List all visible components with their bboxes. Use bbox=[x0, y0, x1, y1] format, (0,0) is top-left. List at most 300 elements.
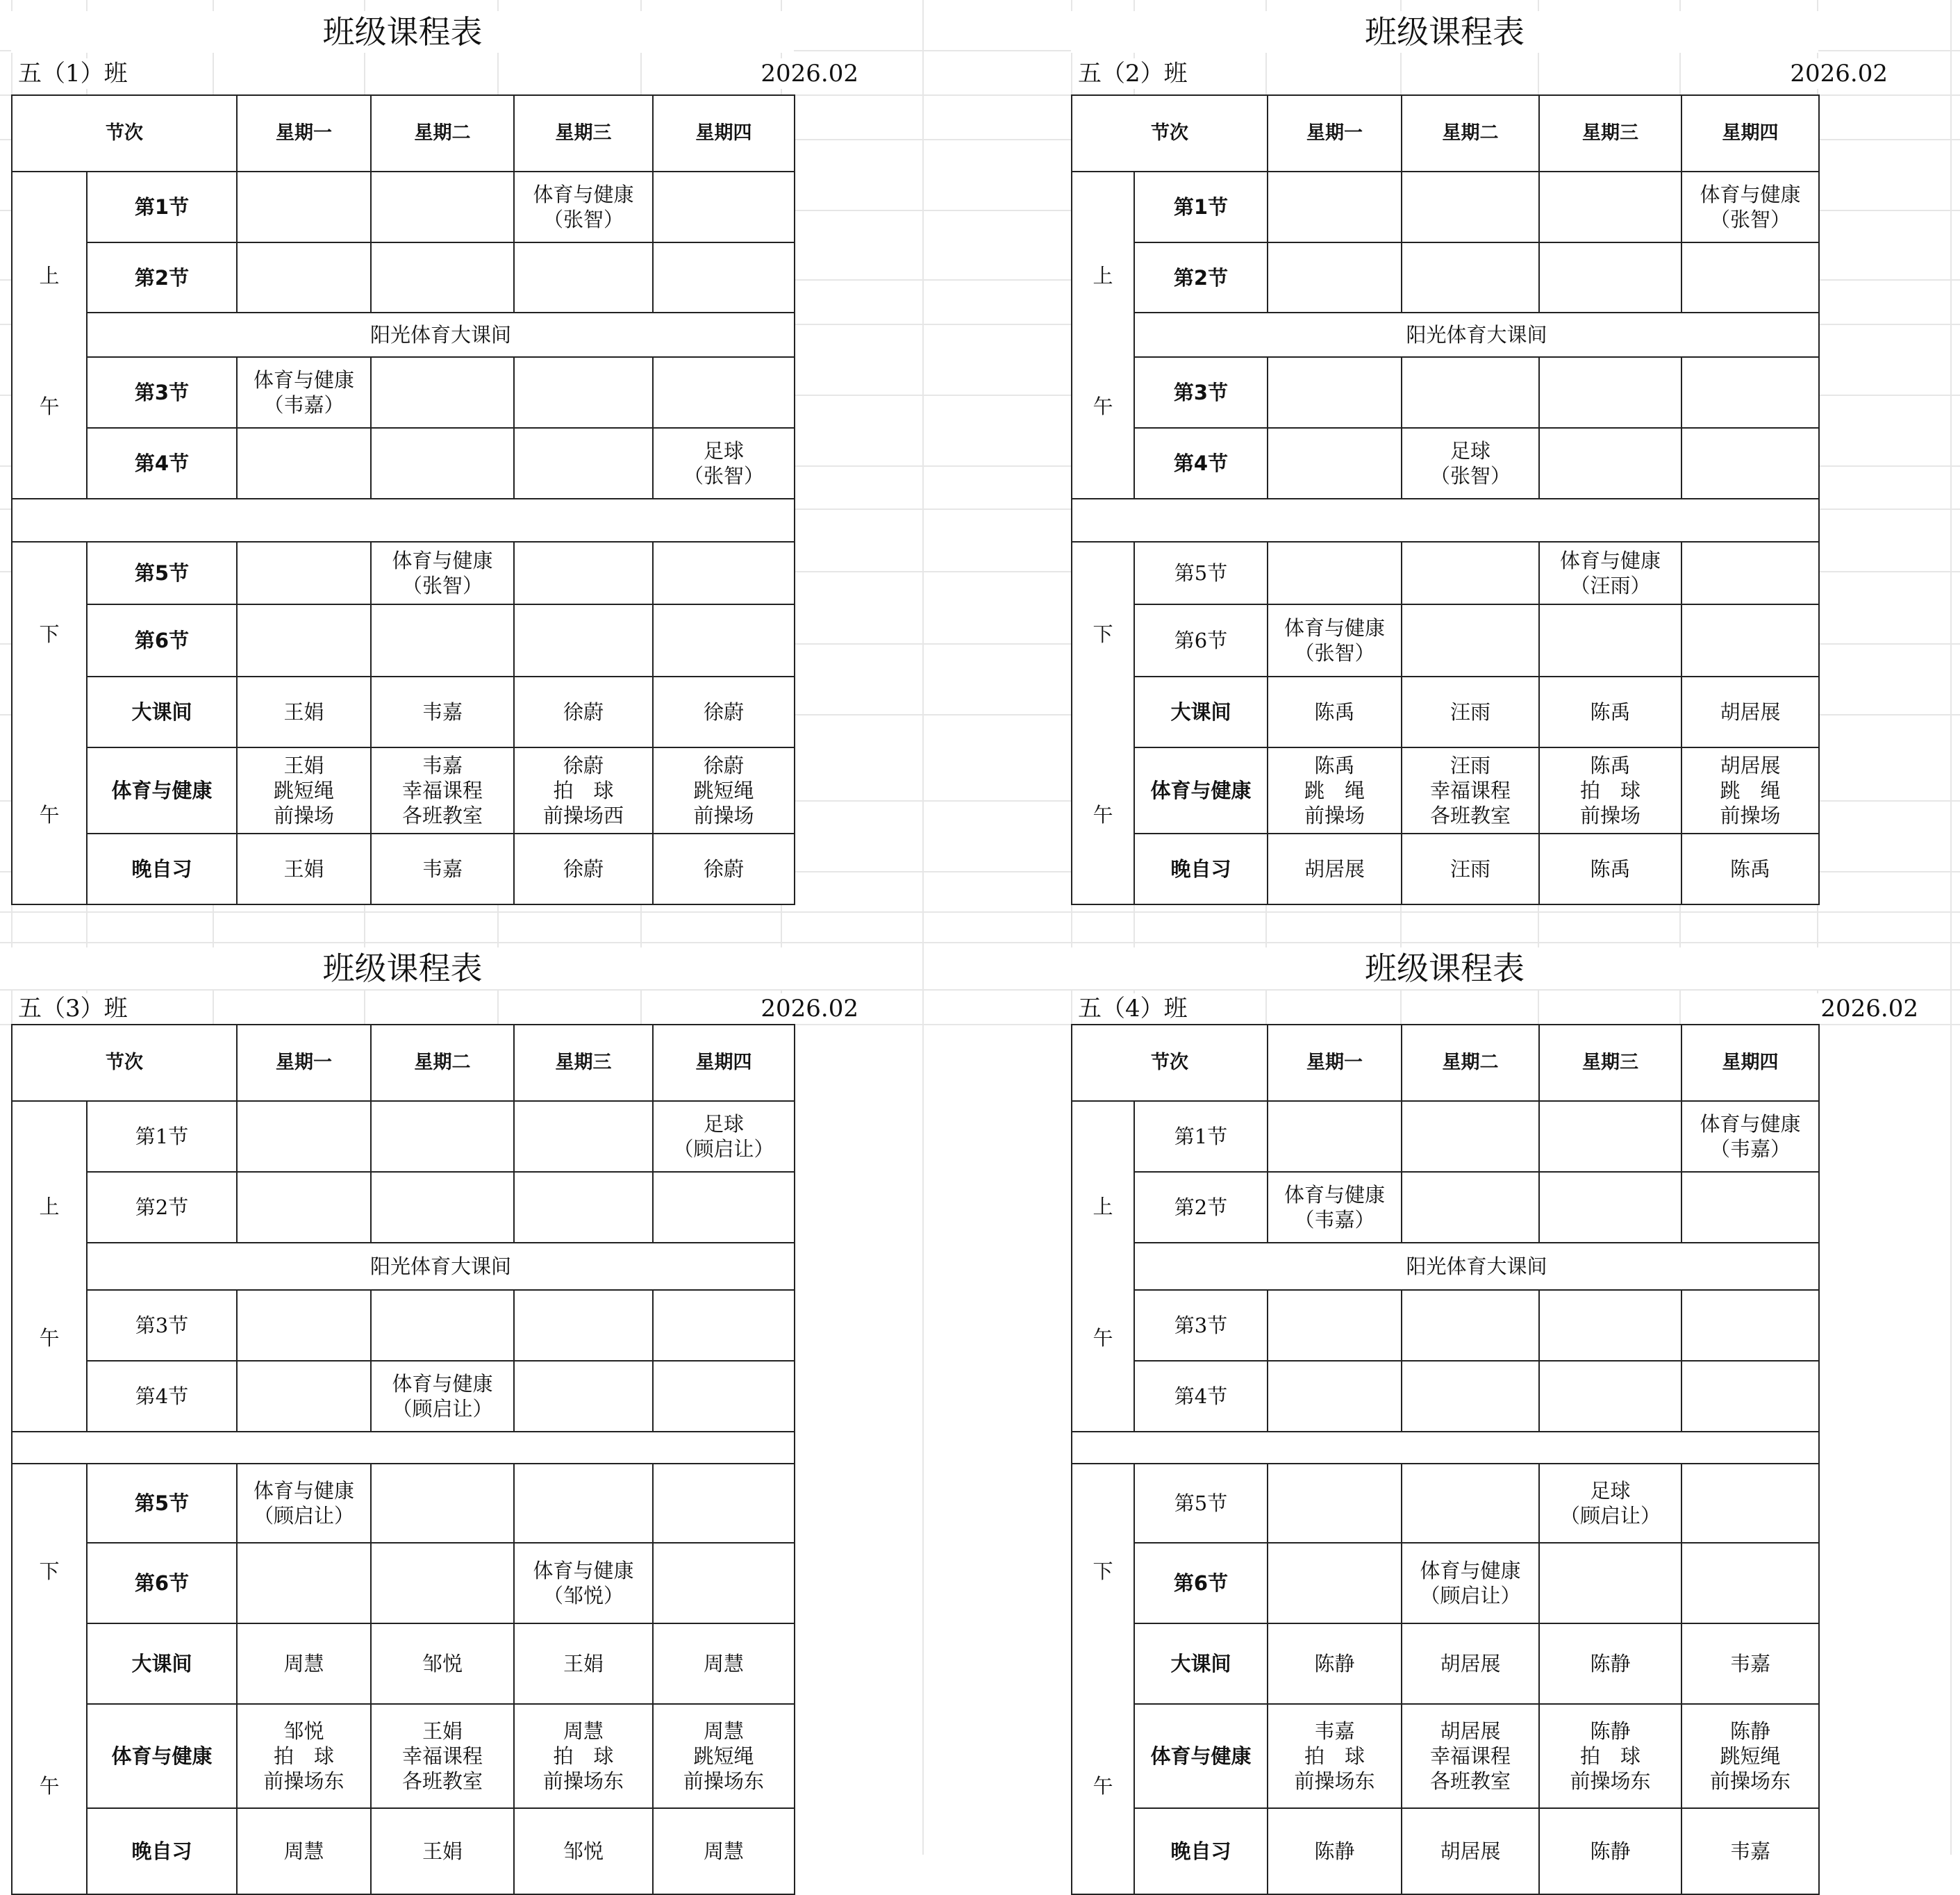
period-label: 第3节 bbox=[87, 357, 237, 428]
cell-line: 陈禹 bbox=[1314, 700, 1355, 724]
cell-line: 体育与健康 bbox=[1700, 1112, 1801, 1136]
schedule-cell[interactable] bbox=[1681, 1290, 1819, 1361]
lunch-gap bbox=[1072, 1432, 1819, 1464]
cell-line: 胡居展 bbox=[1304, 857, 1365, 881]
schedule-cell[interactable] bbox=[514, 1290, 653, 1361]
schedule-cell[interactable] bbox=[237, 1101, 371, 1172]
schedule-cell[interactable] bbox=[1539, 1464, 1681, 1543]
schedule-cell[interactable] bbox=[237, 1623, 371, 1704]
schedule-cell[interactable] bbox=[1402, 1290, 1539, 1361]
schedule-cell[interactable] bbox=[371, 1290, 514, 1361]
schedule-cell[interactable] bbox=[371, 1101, 514, 1172]
schedule-cell[interactable] bbox=[371, 604, 514, 677]
cell-line: 韦嘉 bbox=[1729, 1839, 1770, 1863]
period-label: 晚自习 bbox=[1134, 1808, 1268, 1894]
cell-line: 前操场东 bbox=[1709, 1769, 1791, 1793]
cell-line: 前操场东 bbox=[263, 1769, 344, 1793]
cell-line: （张智） bbox=[1709, 208, 1791, 231]
schedule-cell[interactable] bbox=[514, 1464, 653, 1543]
cell-line: 前操场东 bbox=[1570, 1769, 1651, 1793]
schedule-cell[interactable] bbox=[237, 1464, 371, 1543]
schedule-cell[interactable] bbox=[1539, 1172, 1681, 1243]
cell-line: 各班教室 bbox=[1429, 1769, 1511, 1793]
cell-line: 体育与健康 bbox=[253, 1479, 354, 1503]
schedule-cell[interactable] bbox=[653, 1464, 795, 1543]
schedule-cell[interactable] bbox=[514, 428, 653, 499]
schedule-cell[interactable] bbox=[1539, 1361, 1681, 1432]
schedule-cell[interactable] bbox=[1402, 542, 1539, 604]
cell-line: 周慧 bbox=[703, 1652, 744, 1675]
cell-line: 幸福课程 bbox=[401, 779, 483, 802]
cell-line: 体育与健康 bbox=[1700, 183, 1801, 206]
cell-line: 徐蔚 bbox=[563, 754, 604, 777]
schedule-cell[interactable] bbox=[371, 428, 514, 499]
schedule-cell[interactable] bbox=[1402, 1361, 1539, 1432]
schedule-cell[interactable] bbox=[1268, 1101, 1402, 1172]
schedule-cell[interactable] bbox=[1681, 1543, 1819, 1623]
cell-line: 跳短绳 bbox=[1720, 1744, 1781, 1768]
schedule-cell[interactable] bbox=[237, 1704, 371, 1808]
cell-line: 汪雨 bbox=[1450, 857, 1490, 881]
schedule-cell[interactable] bbox=[1539, 1704, 1681, 1808]
cell-line: （韦嘉） bbox=[1294, 1208, 1375, 1232]
schedule-cell[interactable] bbox=[514, 1543, 653, 1623]
cell-line: 拍 球 bbox=[1579, 779, 1641, 802]
schedule-cell[interactable] bbox=[371, 747, 514, 834]
schedule-cell[interactable] bbox=[1268, 428, 1402, 499]
cell-line: 周慧 bbox=[563, 1719, 604, 1743]
period-label: 第5节 bbox=[1134, 542, 1268, 604]
period-row bbox=[1072, 1101, 1819, 1172]
cell-line: 王娟 bbox=[283, 700, 324, 724]
cell-line: （顾启让） bbox=[392, 1397, 493, 1421]
period-row bbox=[1072, 747, 1819, 834]
header-row bbox=[1072, 1025, 1819, 1101]
schedule-cell[interactable] bbox=[237, 677, 371, 747]
schedule-cell[interactable] bbox=[514, 1172, 653, 1243]
period-row bbox=[12, 1808, 795, 1894]
schedule-cell[interactable] bbox=[1539, 1290, 1681, 1361]
period-row bbox=[12, 1704, 795, 1808]
half-top: 上 bbox=[39, 264, 60, 288]
cell-line: 胡居展 bbox=[1440, 1719, 1501, 1743]
period-label: 第6节 bbox=[1134, 1543, 1268, 1623]
schedule-cell[interactable] bbox=[1268, 1172, 1402, 1243]
schedule-cell[interactable] bbox=[514, 1808, 653, 1894]
schedule-date: 2026.02 bbox=[1752, 993, 1918, 1024]
header-weekday: 星期一 bbox=[237, 95, 371, 172]
schedule-cell[interactable] bbox=[653, 1808, 795, 1894]
schedule-cell[interactable] bbox=[1539, 542, 1681, 604]
banner-row bbox=[1072, 1243, 1819, 1290]
schedule-cell[interactable] bbox=[371, 677, 514, 747]
lunch-gap-row bbox=[12, 1432, 795, 1464]
schedule-cell[interactable] bbox=[1539, 1101, 1681, 1172]
header-row bbox=[12, 1025, 795, 1101]
schedule-cell[interactable] bbox=[1539, 172, 1681, 242]
schedule-cell[interactable] bbox=[1402, 1808, 1539, 1894]
schedule-cell[interactable] bbox=[514, 1623, 653, 1704]
schedule-cell[interactable] bbox=[237, 1543, 371, 1623]
cell-line: 拍 球 bbox=[1579, 1744, 1641, 1768]
schedule-cell[interactable] bbox=[371, 242, 514, 313]
half-bottom: 午 bbox=[39, 394, 60, 418]
cell-line: 前操场东 bbox=[542, 1769, 624, 1793]
cell-line: 王娟 bbox=[563, 1652, 604, 1675]
schedule-cell[interactable] bbox=[1539, 357, 1681, 428]
period-row bbox=[12, 1464, 795, 1543]
schedule-cell[interactable] bbox=[1681, 428, 1819, 499]
cell-line: 韦嘉 bbox=[1314, 1719, 1355, 1743]
schedule-cell[interactable] bbox=[653, 542, 795, 604]
cell-line: 拍 球 bbox=[553, 1744, 614, 1768]
schedule-cell[interactable] bbox=[1681, 1704, 1819, 1808]
sunshine-break-banner: 阳光体育大课间 bbox=[1134, 1243, 1819, 1290]
schedule-cell[interactable] bbox=[1268, 1290, 1402, 1361]
schedule-cell[interactable] bbox=[653, 1543, 795, 1623]
period-label: 晚自习 bbox=[1134, 834, 1268, 904]
period-row bbox=[12, 542, 795, 604]
header-weekday: 星期三 bbox=[514, 1025, 653, 1101]
schedule-cell[interactable] bbox=[653, 1623, 795, 1704]
schedule-cell[interactable] bbox=[371, 834, 514, 904]
panel-title: 班级课程表 bbox=[11, 948, 794, 989]
lunch-gap bbox=[1072, 499, 1819, 542]
schedule-cell[interactable] bbox=[653, 747, 795, 834]
period-label: 第2节 bbox=[87, 242, 237, 313]
cell-line: 王娟 bbox=[422, 1839, 463, 1863]
schedule-cell[interactable] bbox=[514, 677, 653, 747]
schedule-cell[interactable] bbox=[371, 1623, 514, 1704]
schedule-cell[interactable] bbox=[237, 357, 371, 428]
schedule-cell[interactable] bbox=[653, 677, 795, 747]
half-top: 下 bbox=[39, 1559, 60, 1583]
schedule-cell[interactable] bbox=[1539, 677, 1681, 747]
cell-line: 王娟 bbox=[422, 1719, 463, 1743]
cell-line: （韦嘉） bbox=[263, 393, 344, 417]
period-row bbox=[12, 428, 795, 499]
cell-line: 邹悦 bbox=[283, 1719, 324, 1743]
schedule-cell[interactable] bbox=[1681, 1808, 1819, 1894]
morning-label bbox=[1072, 172, 1134, 499]
schedule-date: 2026.02 bbox=[1721, 58, 1888, 89]
schedule-cell[interactable] bbox=[1268, 747, 1402, 834]
schedule-cell[interactable] bbox=[653, 1704, 795, 1808]
schedule-cell[interactable] bbox=[1268, 1704, 1402, 1808]
schedule-cell[interactable] bbox=[1539, 242, 1681, 313]
period-label: 体育与健康 bbox=[1134, 747, 1268, 834]
afternoon-label bbox=[12, 1464, 87, 1894]
schedule-cell[interactable] bbox=[653, 834, 795, 904]
period-label: 第4节 bbox=[87, 428, 237, 499]
schedule-cell[interactable] bbox=[1268, 172, 1402, 242]
schedule-cell[interactable] bbox=[1402, 1704, 1539, 1808]
schedule-cell[interactable] bbox=[371, 1464, 514, 1543]
schedule-cell[interactable] bbox=[1681, 1172, 1819, 1243]
cell-line: 王娟 bbox=[283, 754, 324, 777]
cell-line: 体育与健康 bbox=[1284, 1183, 1385, 1207]
period-label: 大课间 bbox=[87, 677, 237, 747]
schedule-cell[interactable] bbox=[237, 747, 371, 834]
schedule-cell[interactable] bbox=[653, 604, 795, 677]
cell-line: 各班教室 bbox=[401, 1769, 483, 1793]
cell-line: （顾启让） bbox=[253, 1504, 354, 1528]
schedule-cell[interactable] bbox=[1681, 172, 1819, 242]
schedule-cell[interactable] bbox=[514, 834, 653, 904]
schedule-cell[interactable] bbox=[653, 1361, 795, 1432]
cell-line: 陈禹 bbox=[1729, 857, 1770, 881]
cell-line: 跳短绳 bbox=[693, 779, 754, 802]
lunch-gap-row bbox=[1072, 1432, 1819, 1464]
schedule-cell[interactable] bbox=[237, 1290, 371, 1361]
schedule-cell[interactable] bbox=[371, 1361, 514, 1432]
morning-label bbox=[12, 1101, 87, 1432]
schedule-cell[interactable] bbox=[1539, 604, 1681, 677]
schedule-cell[interactable] bbox=[1681, 677, 1819, 747]
period-row bbox=[1072, 1704, 1819, 1808]
schedule-cell[interactable] bbox=[653, 357, 795, 428]
schedule-cell[interactable] bbox=[1402, 428, 1539, 499]
schedule-cell[interactable] bbox=[237, 542, 371, 604]
schedule-cell[interactable] bbox=[1268, 604, 1402, 677]
schedule-cell[interactable] bbox=[514, 357, 653, 428]
period-label: 第1节 bbox=[1134, 1101, 1268, 1172]
schedule-cell[interactable] bbox=[653, 1290, 795, 1361]
schedule-cell[interactable] bbox=[1402, 1464, 1539, 1543]
schedule-cell[interactable] bbox=[371, 1704, 514, 1808]
schedule-cell[interactable] bbox=[1539, 747, 1681, 834]
cell-line: （顾启让） bbox=[673, 1137, 774, 1161]
cell-line: 跳短绳 bbox=[693, 1744, 754, 1768]
period-row bbox=[1072, 1623, 1819, 1704]
cell-line: 胡居展 bbox=[1440, 1839, 1501, 1863]
schedule-cell[interactable] bbox=[237, 604, 371, 677]
cell-line: 幸福课程 bbox=[1429, 1744, 1511, 1768]
schedule-cell[interactable] bbox=[514, 1361, 653, 1432]
schedule-cell[interactable] bbox=[371, 1543, 514, 1623]
schedule-cell[interactable] bbox=[514, 604, 653, 677]
schedule-date: 2026.02 bbox=[692, 993, 858, 1024]
schedule-cell[interactable] bbox=[1402, 1623, 1539, 1704]
period-row bbox=[12, 357, 795, 428]
period-label: 第1节 bbox=[87, 172, 237, 242]
class-name: 五（3）班 bbox=[18, 993, 132, 1024]
schedule-cell[interactable] bbox=[653, 172, 795, 242]
schedule-cell[interactable] bbox=[1681, 542, 1819, 604]
header-weekday: 星期三 bbox=[514, 95, 653, 172]
cell-line: 足球 bbox=[703, 1112, 744, 1136]
schedule-cell[interactable] bbox=[514, 542, 653, 604]
schedule-cell[interactable] bbox=[1268, 542, 1402, 604]
half-top: 下 bbox=[39, 622, 60, 647]
schedule-cell[interactable] bbox=[237, 834, 371, 904]
schedule-cell[interactable] bbox=[653, 242, 795, 313]
half-bottom: 午 bbox=[1093, 803, 1113, 827]
period-row bbox=[12, 747, 795, 834]
schedule-cell[interactable] bbox=[237, 1808, 371, 1894]
lunch-gap-row bbox=[1072, 499, 1819, 542]
schedule-cell[interactable] bbox=[1681, 1101, 1819, 1172]
schedule-cell[interactable] bbox=[1402, 677, 1539, 747]
period-label: 第1节 bbox=[87, 1101, 237, 1172]
banner-row bbox=[12, 313, 795, 357]
header-period: 节次 bbox=[1072, 95, 1268, 172]
panel-title: 班级课程表 bbox=[11, 11, 794, 53]
schedule-cell[interactable] bbox=[1268, 1808, 1402, 1894]
cell-line: 体育与健康 bbox=[253, 368, 354, 392]
schedule-cell[interactable] bbox=[1402, 172, 1539, 242]
period-row bbox=[12, 834, 795, 904]
cell-line: 前操场 bbox=[1579, 804, 1641, 827]
cell-line: 体育与健康 bbox=[533, 183, 634, 206]
afternoon-label bbox=[1072, 542, 1134, 904]
header-weekday: 星期二 bbox=[371, 1025, 514, 1101]
header-row bbox=[12, 95, 795, 172]
schedule-cell[interactable] bbox=[1268, 677, 1402, 747]
schedule-cell[interactable] bbox=[514, 242, 653, 313]
period-label: 第6节 bbox=[1134, 604, 1268, 677]
schedule-cell[interactable] bbox=[1681, 357, 1819, 428]
afternoon-label bbox=[1072, 1464, 1134, 1894]
sunshine-break-banner: 阳光体育大课间 bbox=[1134, 313, 1819, 357]
schedule-cell[interactable] bbox=[237, 242, 371, 313]
schedule-cell[interactable] bbox=[1402, 747, 1539, 834]
cell-line: 幸福课程 bbox=[1429, 779, 1511, 802]
schedule-cell[interactable] bbox=[1539, 834, 1681, 904]
period-row bbox=[1072, 1464, 1819, 1543]
cell-line: 拍 球 bbox=[1304, 1744, 1365, 1768]
schedule-cell[interactable] bbox=[514, 172, 653, 242]
half-top: 下 bbox=[1093, 622, 1113, 647]
schedule-cell[interactable] bbox=[1268, 834, 1402, 904]
cell-line: 胡居展 bbox=[1440, 1652, 1501, 1675]
schedule-cell[interactable] bbox=[1681, 834, 1819, 904]
header-weekday: 星期一 bbox=[1268, 1025, 1402, 1101]
period-label: 第5节 bbox=[87, 1464, 237, 1543]
period-row bbox=[12, 1543, 795, 1623]
schedule-cell[interactable] bbox=[237, 1361, 371, 1432]
schedule-cell[interactable] bbox=[653, 1101, 795, 1172]
cell-line: （邹悦） bbox=[542, 1584, 624, 1607]
schedule-cell[interactable] bbox=[1681, 1623, 1819, 1704]
header-weekday: 星期四 bbox=[1681, 1025, 1819, 1101]
period-row bbox=[12, 1623, 795, 1704]
period-label: 第4节 bbox=[1134, 1361, 1268, 1432]
schedule-cell[interactable] bbox=[1681, 242, 1819, 313]
period-label: 第6节 bbox=[87, 604, 237, 677]
cell-line: 周慧 bbox=[703, 1839, 744, 1863]
schedule-cell[interactable] bbox=[653, 1172, 795, 1243]
cell-line: 拍 球 bbox=[273, 1744, 334, 1768]
lunch-gap bbox=[12, 499, 795, 542]
period-row bbox=[1072, 357, 1819, 428]
header-period: 节次 bbox=[12, 1025, 237, 1101]
schedule-cell[interactable] bbox=[1402, 1172, 1539, 1243]
period-label: 体育与健康 bbox=[87, 747, 237, 834]
cell-line: 体育与健康 bbox=[533, 1559, 634, 1582]
schedule-cell[interactable] bbox=[1268, 357, 1402, 428]
schedule-cell[interactable] bbox=[1681, 1361, 1819, 1432]
schedule-cell[interactable] bbox=[1268, 1543, 1402, 1623]
cell-line: 陈禹 bbox=[1314, 754, 1355, 777]
schedule-cell[interactable] bbox=[1681, 747, 1819, 834]
cell-line: 徐蔚 bbox=[703, 754, 744, 777]
schedule-cell[interactable] bbox=[1539, 1623, 1681, 1704]
cell-line: 幸福课程 bbox=[401, 1744, 483, 1768]
schedule-cell[interactable] bbox=[237, 172, 371, 242]
period-label: 第2节 bbox=[87, 1172, 237, 1243]
schedule-table bbox=[1071, 1024, 1820, 1895]
schedule-cell[interactable] bbox=[1681, 1464, 1819, 1543]
cell-line: 陈静 bbox=[1590, 1719, 1631, 1743]
schedule-cell[interactable] bbox=[514, 747, 653, 834]
schedule-cell[interactable] bbox=[514, 1704, 653, 1808]
schedule-cell[interactable] bbox=[237, 1172, 371, 1243]
schedule-cell[interactable] bbox=[371, 1808, 514, 1894]
cell-line: 体育与健康 bbox=[1420, 1559, 1521, 1582]
period-row bbox=[1072, 1290, 1819, 1361]
cell-line: （顾启让） bbox=[1420, 1584, 1521, 1607]
schedule-cell[interactable] bbox=[1681, 604, 1819, 677]
schedule-cell[interactable] bbox=[237, 428, 371, 499]
schedule-cell[interactable] bbox=[1402, 604, 1539, 677]
sunshine-break-banner: 阳光体育大课间 bbox=[87, 313, 795, 357]
schedule-cell[interactable] bbox=[514, 1101, 653, 1172]
period-row bbox=[12, 1101, 795, 1172]
schedule-cell[interactable] bbox=[1539, 1808, 1681, 1894]
period-row bbox=[12, 172, 795, 242]
period-label: 大课间 bbox=[1134, 1623, 1268, 1704]
period-label: 第1节 bbox=[1134, 172, 1268, 242]
schedule-cell[interactable] bbox=[1268, 1464, 1402, 1543]
schedule-cell[interactable] bbox=[371, 357, 514, 428]
period-label: 第5节 bbox=[1134, 1464, 1268, 1543]
cell-line: 周慧 bbox=[283, 1652, 324, 1675]
schedule-cell[interactable] bbox=[371, 1172, 514, 1243]
schedule-cell[interactable] bbox=[1268, 1623, 1402, 1704]
cell-line: 前操场 bbox=[273, 804, 334, 827]
period-row bbox=[1072, 1361, 1819, 1432]
period-row bbox=[1072, 677, 1819, 747]
schedule-cell[interactable] bbox=[371, 172, 514, 242]
schedule-cell[interactable] bbox=[653, 428, 795, 499]
header-weekday: 星期一 bbox=[237, 1025, 371, 1101]
panel-title: 班级课程表 bbox=[1071, 11, 1818, 53]
cell-line: 陈禹 bbox=[1590, 857, 1631, 881]
cell-line: 韦嘉 bbox=[1729, 1652, 1770, 1675]
schedule-cell[interactable] bbox=[1402, 1543, 1539, 1623]
cell-line: 跳短绳 bbox=[273, 779, 334, 802]
schedule-cell[interactable] bbox=[1402, 242, 1539, 313]
cell-line: 前操场东 bbox=[683, 1769, 764, 1793]
schedule-cell[interactable] bbox=[1268, 1361, 1402, 1432]
schedule-cell[interactable] bbox=[1402, 1101, 1539, 1172]
cell-line: 胡居展 bbox=[1720, 700, 1781, 724]
period-row bbox=[1072, 172, 1819, 242]
schedule-cell[interactable] bbox=[1268, 242, 1402, 313]
schedule-cell[interactable] bbox=[1402, 357, 1539, 428]
lunch-gap bbox=[12, 1432, 795, 1464]
schedule-cell[interactable] bbox=[1402, 834, 1539, 904]
schedule-cell[interactable] bbox=[371, 542, 514, 604]
period-row bbox=[12, 677, 795, 747]
schedule-cell[interactable] bbox=[1539, 1543, 1681, 1623]
schedule-date: 2026.02 bbox=[692, 58, 858, 89]
schedule-cell[interactable] bbox=[1539, 428, 1681, 499]
period-row bbox=[1072, 834, 1819, 904]
cell-line: 跳 绳 bbox=[1720, 779, 1781, 802]
half-bottom: 午 bbox=[1093, 1326, 1113, 1350]
